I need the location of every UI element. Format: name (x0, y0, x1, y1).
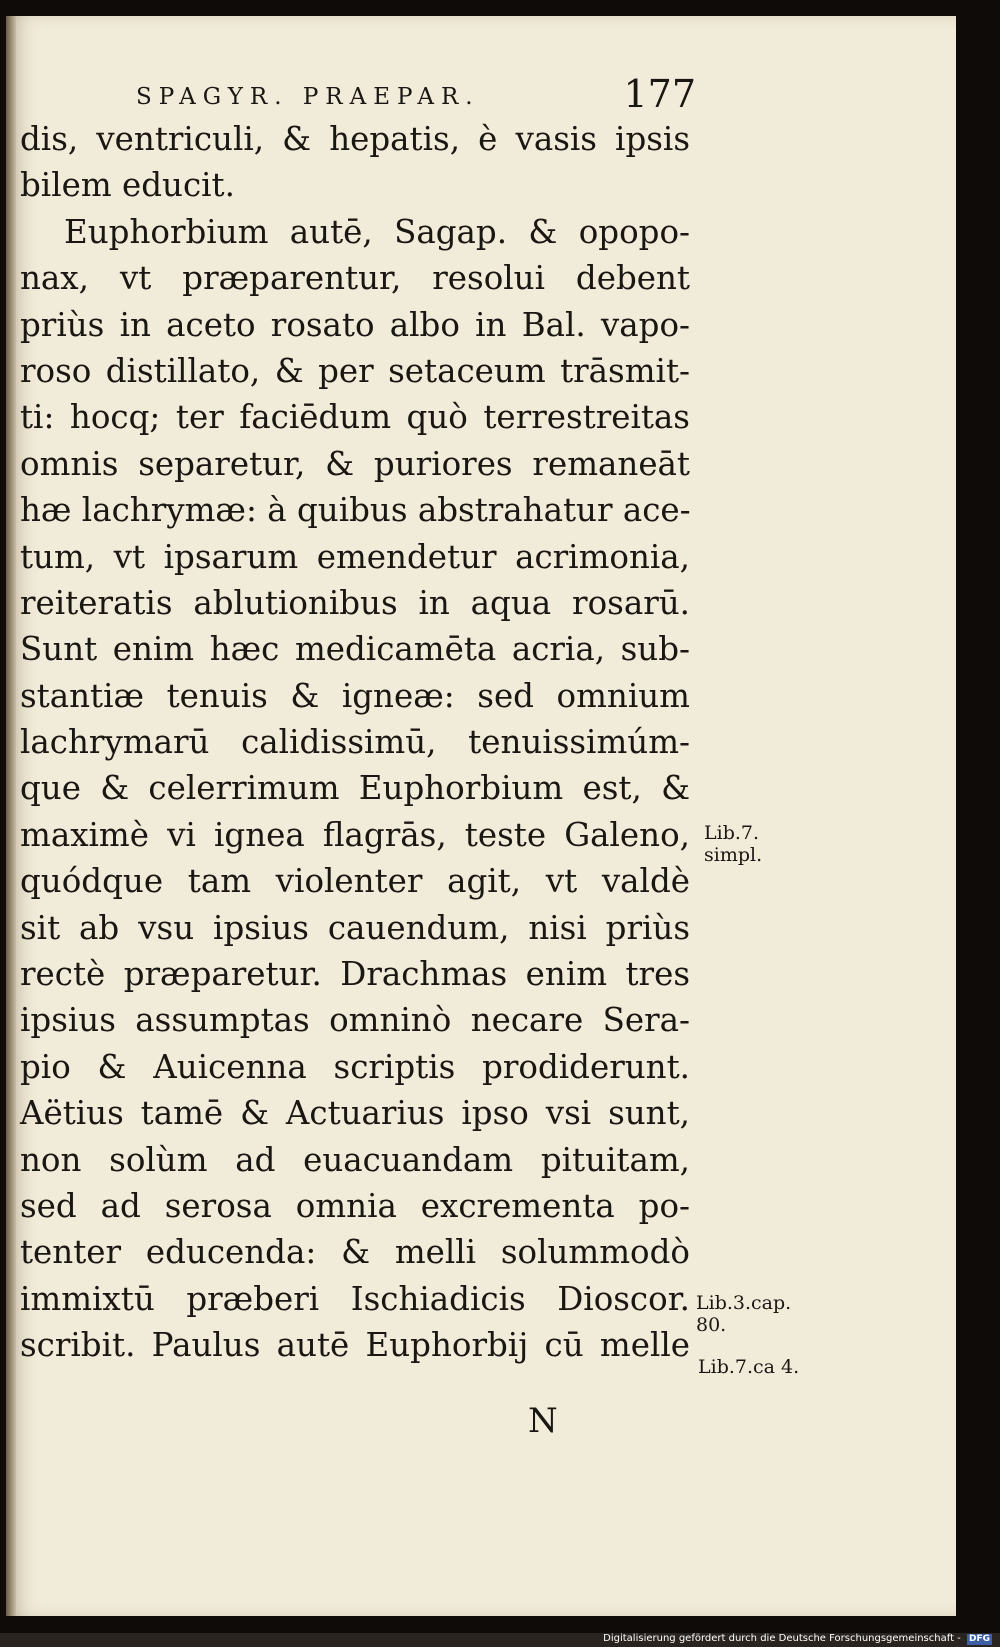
book-page (6, 16, 956, 1616)
text-line: omnis separetur, & puriores remaneāt (20, 444, 690, 483)
text-line: tum, vt ipsarum emendetur acrimonia, (20, 537, 690, 576)
signature-mark: N (528, 1401, 558, 1441)
margin-note-paulus (698, 1356, 799, 1378)
margin-note-galen (704, 822, 762, 866)
text-line: quódque tam violenter agit, vt valdè (20, 862, 690, 901)
dfg-logo: DFG (968, 1634, 990, 1644)
margin-note-dioscorides (696, 1292, 791, 1336)
text-line: priùs in aceto rosato albo in Bal. vapo- (20, 305, 690, 344)
margin-note-line: 80. (696, 1314, 727, 1336)
margin-note-line: simpl. (704, 844, 763, 866)
text-line: sed ad serosa omnia excrementa po- (20, 1186, 690, 1225)
margin-note-line: Lib.7.ca 4. (698, 1356, 800, 1378)
text-line: scribit. Paulus autē Euphorbij cū melle (20, 1326, 690, 1365)
text-line: ipsius assumptas omninò necare Sera- (20, 1001, 690, 1040)
margin-note-line: Lib.7. (704, 822, 760, 844)
text-line: roso distillato, & per setaceum trāsmit- (20, 351, 690, 390)
text-line: lachrymarū calidissimū, tenuissimúm- (20, 723, 690, 762)
text-line: bilem educit. (20, 166, 235, 205)
text-line: que & celerrimum Euphorbium est, & (20, 769, 690, 808)
text-line: tenter educenda: & melli solummodò (20, 1233, 690, 1272)
text-line: stantiæ tenuis & igneæ: sed omnium (20, 676, 690, 715)
running-head: SPAGYR. PRAEPAR. (136, 84, 480, 110)
text-line: non solùm ad euacuandam pituitam, (20, 1140, 690, 1179)
text-line: nax, vt præparentur, resolui debent (20, 259, 690, 298)
page-header (136, 72, 696, 122)
page-gutter-shadow (6, 16, 16, 1616)
text-line: Aëtius tamē & Actuarius ipso vsi sunt, (20, 1094, 690, 1133)
text-line: immixtū præberi Ischiadicis Dioscor. (20, 1279, 690, 1318)
text-line: pio & Auicenna scriptis prodiderunt. (20, 1047, 690, 1086)
text-line: rectè præparetur. Drachmas enim tres (20, 955, 690, 994)
text-line: ti: hocq; ter faciēdum quò terrestreitas (20, 398, 690, 437)
text-line: dis, ventriculi, & hepatis, è vasis ipsis (20, 120, 690, 158)
text-line: maximè vi ignea flagrās, teste Galeno, (20, 815, 690, 854)
text-line: Sunt enim hæc medicamēta acria, sub- (20, 630, 690, 669)
margin-note-line: Lib.3.cap. (696, 1292, 792, 1314)
page-number: 177 (623, 72, 696, 116)
text-line: Euphorbium autē, Sagap. & opopo- (64, 212, 690, 251)
text-line: sit ab vsu ipsius cauendum, nisi priùs (20, 908, 690, 947)
text-line: hæ lachrymæ: à quibus abstrahatur ace- (20, 491, 691, 530)
body-text (20, 116, 690, 1369)
credit-text: Digitalisierung gefördert durch die Deutsche Forschungsgemeinschaft - (603, 1633, 961, 1644)
digitization-credit (603, 1633, 992, 1645)
text-line: reiteratis ablutionibus in aqua rosarū. (20, 583, 690, 622)
